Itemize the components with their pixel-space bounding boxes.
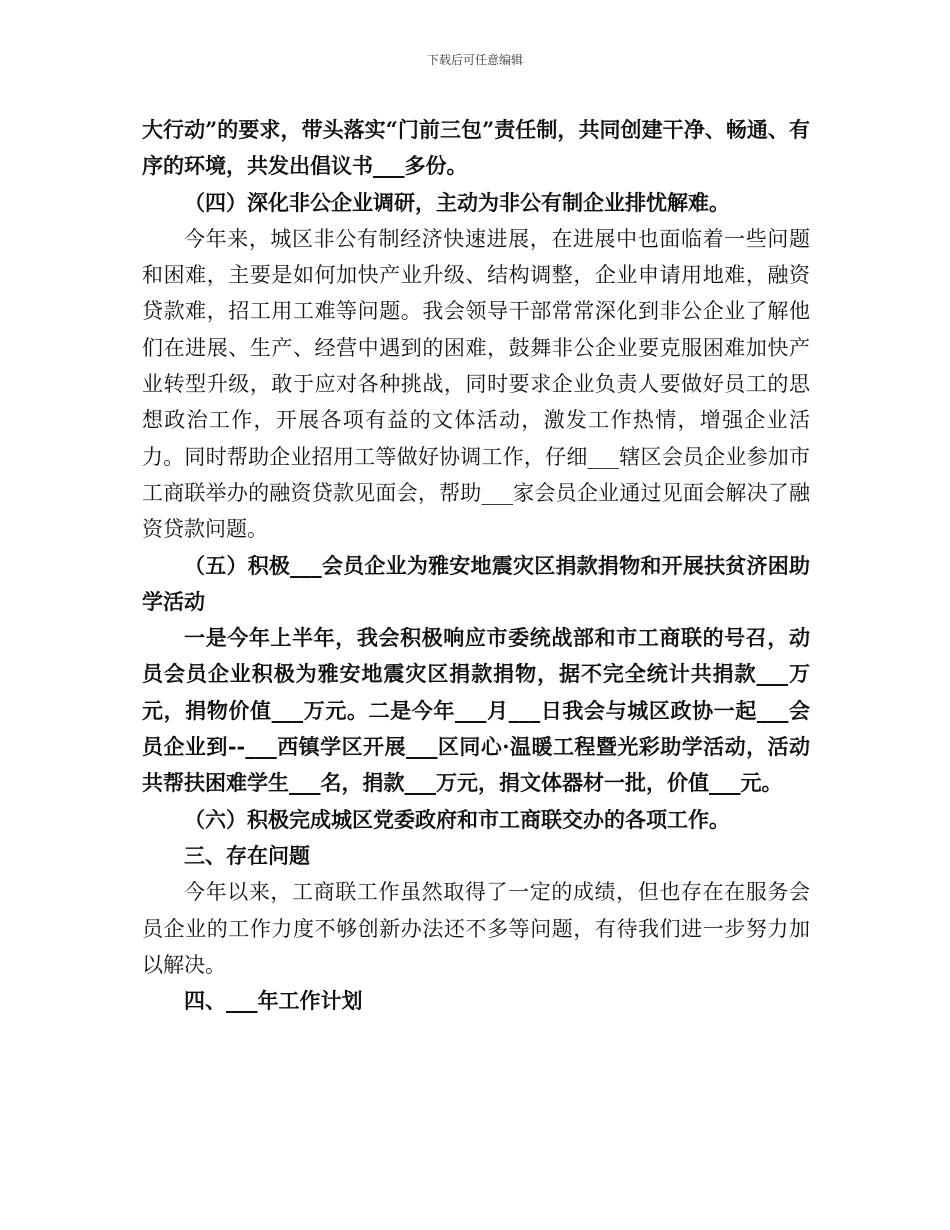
section-heading-problems: 三、存在问题	[184, 842, 310, 868]
paragraph-donations: 一是今年上半年，我会积极响应市委统战部和市工商联的号召，动员会员企业积极为雅安地震灾区捐款捐物，据不完全统计共捐款___万元，捐物价值___万元。二是今年___月___日我会与城区政协一起___会员企业到--___西镇学区开展___区同心·温暖工程暨光彩助学活动，活动共帮扶困难学生___名，捐款___万元，捐文体器材一批，价值___元。	[142, 625, 810, 796]
section-heading-4: （四）深化非公企业调研，主动为非公有制企业排忧解难。	[184, 189, 730, 215]
paragraph-problems: 今年以来，工商联工作虽然取得了一定的成绩，但也存在在服务会员企业的工作力度不够创新办法还不多等问题，有待我们进一步努力加以解决。	[142, 880, 810, 977]
section-heading-plan: 四、___年工作计划	[184, 988, 363, 1014]
paragraph-research: 今年来，城区非公有制经济快速进展，在进展中也面临着一些问题和困难，主要是如何加快产业升级、结构调整，企业申请用地难，融资贷款难，招工用工难等问题。我会领导干部常常深化到非公企业了解他们在进展、生产、经营中遇到的困难，鼓舞非公企业要克服困难加快产业转型升级，敢于应对各种挑战，同时要求企业负责人要做好员工的思想政治工作，开展各项有益的文体活动，激发工作热情，增强企业活力。同时帮助企业招用工等做好协调工作，仔细___辖区会员企业参加市工商联举办的融资贷款见面会，帮助___家会员企业通过见面会解决了融资贷款问题。	[142, 226, 810, 542]
section-heading-6: （六）积极完成城区党委政府和市工商联交办的各项工作。	[184, 806, 730, 832]
page-header: 下载后可任意编辑	[426, 53, 523, 67]
paragraph-continuation: 大行动”的要求，带头落实“门前三包”责任制，共同创建干净、畅通、有序的环境，共发出倡议书___多份。	[142, 117, 810, 179]
document-body	[142, 112, 810, 1019]
section-heading-5: （五）积极___会员企业为雅安地震灾区捐款捐物和开展扶贫济困助学活动	[142, 552, 810, 614]
